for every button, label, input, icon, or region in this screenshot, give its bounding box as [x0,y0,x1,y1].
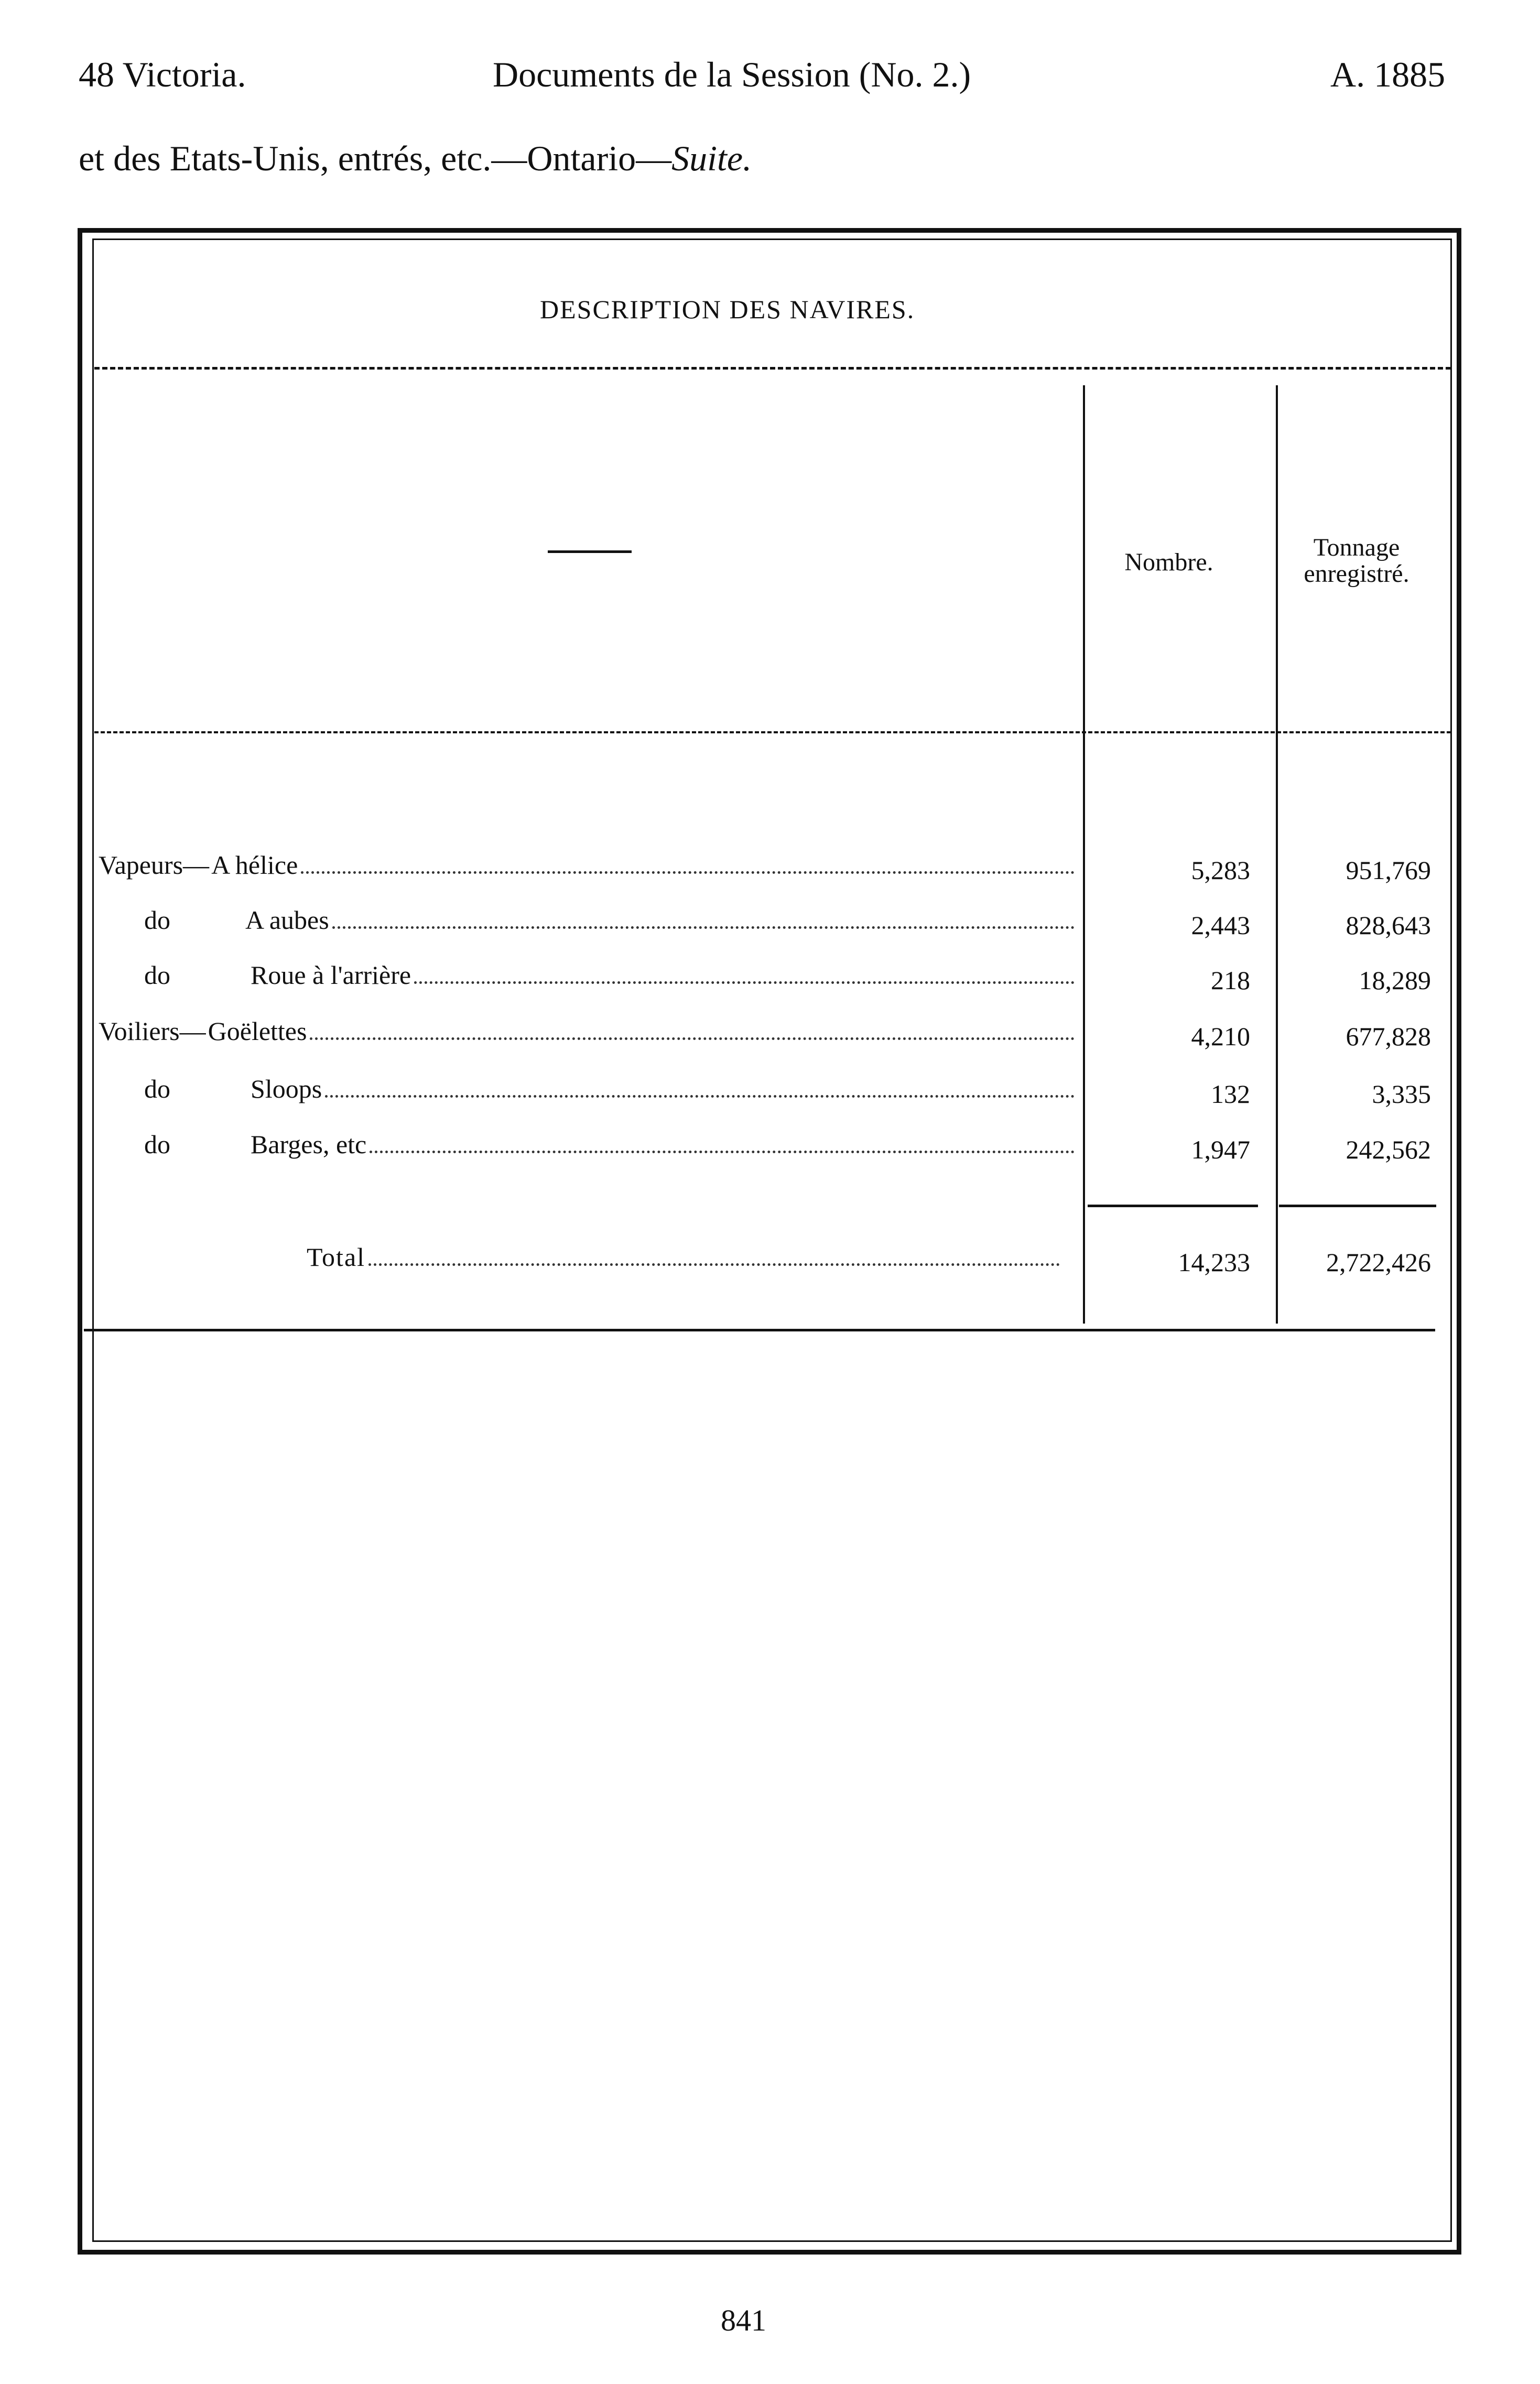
cell-tonnage: 677,828 [1346,1022,1431,1051]
leader-dots [325,1095,1075,1098]
page-subtitle [79,140,752,176]
header-volume: 48 Victoria. [79,55,246,94]
table-bottom-rule [84,1329,1435,1331]
cell-tonnage: 828,643 [1346,911,1431,940]
cell-nombre: 5,283 [1191,855,1250,885]
caption-rule [94,367,1451,370]
leader-dots [368,1263,1060,1266]
row-label: A aubes [245,905,329,935]
cell-tonnage: 951,769 [1346,855,1431,885]
row-prefix: do [144,1130,170,1159]
total-label: Total [307,1242,366,1272]
total-rule-nombre [1088,1205,1258,1207]
leader-dots [414,981,1075,984]
leader-dots [370,1151,1075,1153]
row-label: Roue à l'arrière [251,960,411,990]
cell-tonnage: 242,562 [1346,1135,1431,1164]
header-title: Documents de la Session (No. 2.) [493,55,971,94]
table-row [99,907,1079,934]
subtitle-text: et des Etats-Unis, entrés, etc.—Ontario— [79,138,672,178]
cell-nombre: 2,443 [1191,911,1250,940]
column-rule-2 [1276,385,1278,1324]
table-row [99,1018,1079,1045]
cell-nombre: 1,947 [1191,1135,1250,1164]
row-prefix: Voiliers— [99,1016,206,1046]
table-row [99,1131,1079,1158]
row-prefix: do [144,1074,170,1103]
total-row [307,1244,1064,1271]
table-frame-inner [92,239,1452,2242]
row-prefix: do [144,905,170,935]
leader-dots [310,1037,1075,1040]
cell-nombre: 132 [1211,1079,1250,1109]
leader-dots [332,926,1075,929]
total-tonnage: 2,722,426 [1326,1248,1431,1277]
table-caption: DESCRIPTION DES NAVIRES. [540,295,915,324]
header-year: A. 1885 [1330,55,1446,94]
page-number: 841 [721,2303,766,2337]
total-rule-tonnage [1279,1205,1436,1207]
column-rule-1 [1083,385,1085,1324]
table-row [99,852,1079,879]
table-row [99,1076,1079,1103]
first-column-header-dash [548,550,632,553]
row-label: Sloops [251,1074,322,1103]
row-label: A hélice [211,850,298,880]
header-rule [94,731,1451,733]
leader-dots [301,871,1075,874]
cell-nombre: 4,210 [1191,1022,1250,1051]
cell-tonnage: 3,335 [1372,1079,1431,1109]
col-header-tonnage: Tonnage enregistré. [1304,534,1409,588]
total-nombre: 14,233 [1178,1248,1250,1277]
row-prefix: do [144,960,170,990]
subtitle-italic: Suite. [671,138,752,178]
row-prefix: Vapeurs— [99,850,210,880]
table-row [99,962,1079,989]
cell-tonnage: 18,289 [1359,966,1431,995]
col-header-nombre: Nombre. [1124,548,1213,576]
row-label: Goëlettes [208,1016,307,1046]
cell-nombre: 218 [1211,966,1250,995]
row-label: Barges, etc [251,1130,367,1159]
